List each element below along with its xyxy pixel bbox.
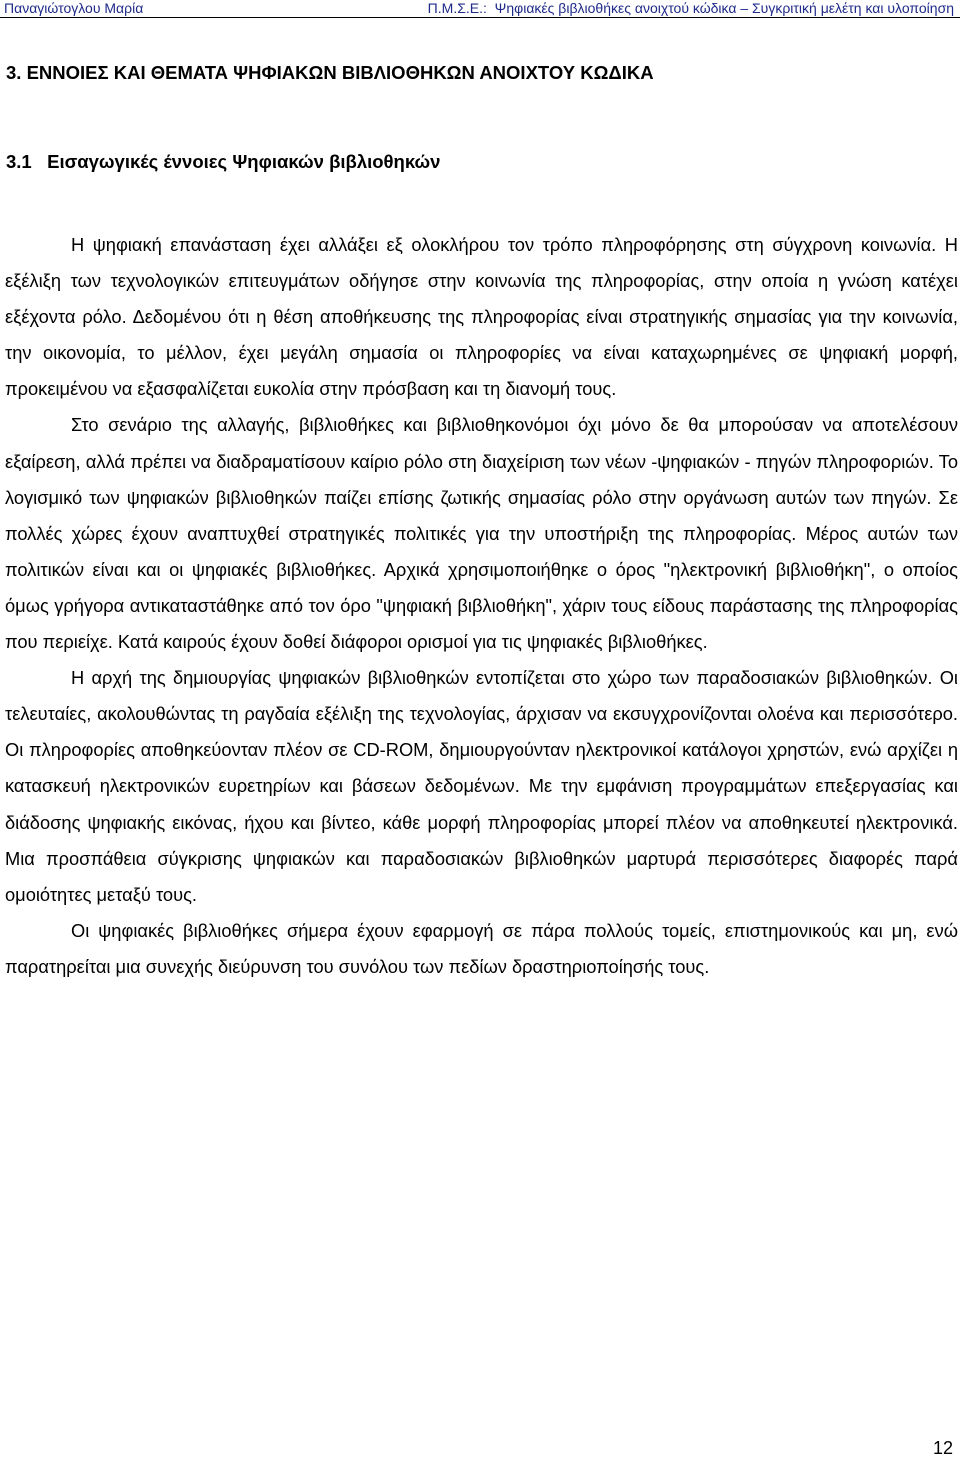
header-divider [0,17,960,18]
page-number: 12 [932,1438,953,1458]
paragraph: Στο σενάριο της αλλαγής, βιβλιοθήκες και βιβλιοθηκονόμοι όχι μόνο δε θα μπορούσαν να αποτελέσουν εξαίρεση, αλλά πρέπει να διαδραματίσουν καίριο ρόλο στη διαχείριση των νέων -ψηφιακών - πηγών πληροφοριών. Το λογισμικό των ψηφιακών βιβλιοθηκών παίζει επίσης ζωτικής σημασίας ρόλο στην οργάνωση αυτών των πηγών. Σε πολλές χώρες έχουν αναπτυχθεί στρατηγικές πολιτικές για την υποστήριξη της πληροφορίας. Μέρος αυτών των πολιτικών είναι και οι ψηφιακές βιβλιοθήκες. Αρχικά χρησιμοποιήθηκε ο όρος "ηλεκτρονική βιβλιοθήκη", ο οποίος όμως γρήγορα αντικαταστάθηκε από τον όρο "ψηφιακή βιβλιοθήκη", χάριν τους είδους παράστασης της πληροφορίας που περιείχε. Κατά καιρούς έχουν δοθεί διάφοροι ορισμοί για τις ψηφιακές βιβλιοθήκες. [5,414,958,653]
section-heading [6,150,440,174]
paragraph: Η αρχή της δημιουργίας ψηφιακών βιβλιοθηκών εντοπίζεται στο χώρο των παραδοσιακών βιβλιοθηκών. Οι τελευταίες, ακολουθώντας τη ραγδαία εξέλιξη της τεχνολογίας, άρχισαν να εκσυγχρονίζονται ολοένα και περισσότερο. Οι πληροφορίες αποθηκεύονταν πλέον σε CD-ROM, δημιουργούνταν ηλεκτρονικοί κατάλογοι χρηστών, ενώ αρχίζει η κατασκευή ηλεκτρονικών ευρετηρίων και βάσεων δεδομένων. Με την εμφάνιση προγραμμάτων επεξεργασίας και διάδοσης ψηφιακής εικόνας, ήχου και βίντεο, κάθε μορφή πληροφορίας μπορεί πλέον να αποθηκευτεί ηλεκτρονικά. Μια προσπάθεια σύγκρισης ψηφιακών και παραδοσιακών βιβλιοθηκών μαρτυρά περισσότερες διαφορές παρά ομοιότητες μεταξύ τους. [5,667,958,905]
header-thesis-info [428,0,954,16]
body-text [5,227,958,985]
paragraph: Οι ψηφιακές βιβλιοθήκες σήμερα έχουν εφαρμογή σε πάρα πολλούς τομείς, επιστημονικούς και μη, ενώ παρατηρείται μια συνεχής διεύρυνση του συνόλου των πεδίων δραστηριοποίησής τους. [5,919,958,977]
paragraph: Η ψηφιακή επανάσταση έχει αλλάξει εξ ολοκλήρου τον τρόπο πληροφόρησης στη σύγχρονη κοινωνία. Η εξέλιξη των τεχνολογικών επιτευγμάτων οδήγησε στην κοινωνία της πληροφορίας, στην οποία η γνώση κατέχει εξέχοντα ρόλο. Δεδομένου ότι η θέση αποθήκευσης της πληροφορίας είναι στρατηγικής σημασίας για την κοινωνία, την οικονομία, το μέλλον, έχει μεγάλη σημασία οι πληροφορίες να είναι καταχωρημένες σε ψηφιακή μορφή, προκειμένου να εξασφαλίζεται ευκολία στην πρόσβαση και τη διανομή τους. [5,234,958,400]
page-header [0,0,960,16]
header-author: Παναγιώτογλου Μαρία [4,0,144,16]
header-thesis-title: Ψηφιακές βιβλιοθήκες ανοιχτού κώδικα – Συγκριτική μελέτη και υλοποίηση [494,0,954,16]
chapter-heading: 3. ΕΝΝΟΙΕΣ ΚΑΙ ΘΕΜΑΤΑ ΨΗΦΙΑΚΩΝ ΒΙΒΛΙΟΘΗΚΩΝ ΑΝΟΙΧΤΟΥ ΚΩΔΙΚΑ [6,62,654,83]
section-heading-text: 3.1 Εισαγωγικές έννοιες Ψηφιακών βιβλιοθηκών [6,151,441,172]
header-course-prefix: Π.Μ.Σ.Ε.: [427,0,487,16]
